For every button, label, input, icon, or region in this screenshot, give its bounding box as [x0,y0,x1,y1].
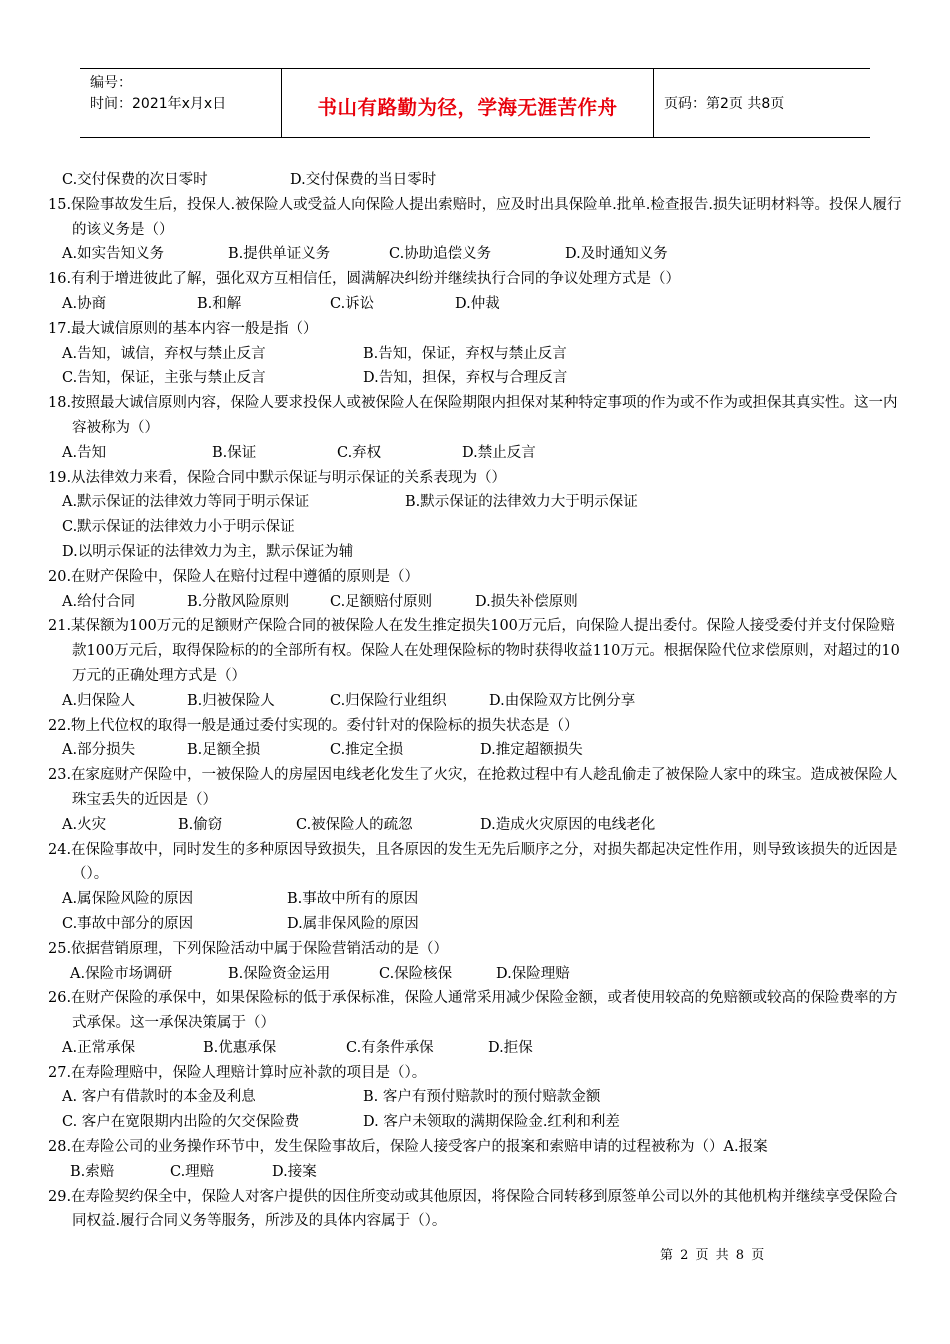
option-d: D.接案 [272,1163,317,1180]
option-a: A.正常承保 [62,1039,136,1056]
option-a: A.如实告知义务 [62,246,165,263]
option-c: C.保险核保 [379,965,453,982]
option-b: B.分散风险原则 [187,593,290,610]
motto-cell [282,69,654,137]
option-c: C.推定全损 [330,742,404,759]
question-15: 15.保险事故发生后，投保人.被保险人或受益人向保险人提出索赔时，应及时出具保险单.批单.检查报告.损失证明材料等。投保人履行的该义务是（） [48,196,902,238]
option-c: C.被保险人的疏忽 [296,816,413,833]
question-16: 16.有利于增进彼此了解，强化双方互相信任，圆满解决纠纷并继续执行合同的争议处理方式是（） [48,271,681,288]
options-row [48,887,904,912]
options-row [48,441,904,466]
options-row [48,590,904,615]
question-19: 19.从法律效力来看，保险合同中默示保证与明示保证的关系表现为（） [48,469,507,486]
option-b: B.保证 [212,444,257,461]
option-b: B.事故中所有的原因 [287,891,419,908]
option-c: C.理赔 [170,1163,215,1180]
option-d: D.损失补偿原则 [475,593,578,610]
option-b: B.足额全损 [187,742,261,759]
page-label: 页码：第2页 共8页 [664,96,785,112]
question-21: 21.某保额为100万元的足额财产保险合同的被保险人在发生推定损失100万元后，向保险人提出委付。保险人接受委付并支付保险赔款100万元后，取得保险标的的全部所有权。保险人在处理保险标的物时获得收益110万元。根据保险代位求偿原则，对超过的10万元的正确处理方式是（） [48,618,900,684]
option-a: A.火灾 [62,816,107,833]
option-b: B.偷窃 [178,816,223,833]
option-c: C. 客户在宽限期内出险的欠交保险费 [62,1114,300,1131]
question-20: 20.在财产保险中，保险人在赔付过程中遵循的原则是（） [48,568,420,585]
option-c: C.交付保费的次日零时 [62,172,208,188]
page-number-cell [654,69,870,137]
page-footer [660,1244,766,1263]
option-c: C.协助追偿义务 [389,246,492,263]
option-d: D.属非保风险的原因 [287,915,419,932]
option-d: D.造成火灾原因的电线老化 [480,816,656,833]
option-d: D.由保险双方比例分享 [489,692,636,709]
option-b: B.优惠承保 [203,1039,277,1056]
option-a: A.协商 [62,295,107,312]
question-29: 29.在寿险契约保全中，保险人对客户提供的因住所变动或其他原因，将保险合同转移到原签单公司以外的其他机构并继续享受保险合同权益.履行合同义务等服务，所涉及的具体内容属于（）。 [48,1188,898,1230]
option-d: D.保险理赔 [496,965,570,982]
footer-page-number: 第 2 页 共 8 页 [660,1248,766,1263]
option-d: D.以明示保证的法律效力为主，默示保证为辅 [62,543,354,560]
question-25: 25.依据营销原理，下列保险活动中属于保险营销活动的是（） [48,940,449,957]
option-a: A.告知，诚信，弃权与禁止反言 [62,345,266,362]
option-d: D.推定超额损失 [480,742,583,759]
question-28: 28.在寿险公司的业务操作环节中，发生保险事故后，保险人接受客户的报案和索赔申请的过程被称为（）A.报案 [48,1139,768,1156]
options-row [48,962,904,987]
options-row [48,1160,904,1185]
option-b: B.默示保证的法律效力大于明示保证 [405,494,638,511]
option-c: C.弃权 [337,444,382,461]
option-c: C.诉讼 [330,295,375,312]
options-row [48,689,904,714]
page-header [80,68,870,138]
option-c: C.足额赔付原则 [330,593,433,610]
option-b: B.保险资金运用 [228,965,331,982]
option-d: D. 客户未领取的满期保险金.红利和利差 [363,1114,620,1131]
option-c: C.事故中部分的原因 [62,915,194,932]
options-row [48,168,904,193]
options-row [48,515,904,540]
option-a: A.属保险风险的原因 [62,891,194,908]
options-row [48,292,904,317]
option-a: A.部分损失 [62,742,136,759]
option-b: B.提供单证义务 [228,246,331,263]
option-b: B.归被保险人 [187,692,275,709]
options-row [48,1036,904,1061]
option-d: D.告知，担保，弃权与合理反言 [363,370,568,387]
question-18: 18.按照最大诚信原则内容，保险人要求投保人或被保险人在保险期限内担保对某种特定事项的作为或不作为或担保其真实性。这一内容被称为（） [48,395,898,436]
question-23: 23.在家庭财产保险中，一被保险人的房屋因电线老化发生了火灾，在抢救过程中有人趁乱偷走了被保险人家中的珠宝。造成被保险人珠宝丢失的近因是（） [48,767,898,808]
option-b: B. 客户有预付赔款时的预付赔款金额 [363,1089,601,1106]
options-row [48,738,904,763]
question-22: 22.物上代位权的取得一般是通过委付实现的。委付针对的保险标的损失状态是（） [48,717,579,734]
option-b: B.告知，保证，弃权与禁止反言 [363,345,567,362]
option-d: D.禁止反言 [462,444,536,461]
option-a: A. 客户有借款时的本金及利息 [62,1089,256,1106]
option-c: C.默示保证的法律效力小于明示保证 [62,519,295,536]
option-c: C.有条件承保 [346,1039,434,1056]
question-26: 26.在财产保险的承保中，如果保险标的低于承保标准，保险人通常采用减少保险金额，或者使用较高的免赔额或较高的保险费率的方式承保。这一承保决策属于（） [48,990,898,1032]
options-row [48,540,904,565]
option-a: A.归保险人 [62,692,136,709]
motto-text: 书山有路勤为径，学海无涯苦作舟 [317,96,618,119]
option-d: D.及时通知义务 [565,246,668,263]
options-row [48,342,904,367]
number-label: 编号： [90,75,132,91]
option-a: A.给付合同 [62,593,136,610]
option-b: B.索赔 [70,1163,115,1180]
option-b: B.和解 [197,295,242,312]
options-row [48,813,904,838]
option-a: A.告知 [62,444,107,461]
options-row [48,366,904,391]
option-a: A.默示保证的法律效力等同于明示保证 [62,494,310,511]
time-label: 时间：2021年x月x日 [90,96,227,112]
option-d: D.拒保 [488,1039,533,1056]
option-c: C.告知，保证，主张与禁止反言 [62,370,266,387]
option-d: D.交付保费的当日零时 [290,172,437,188]
option-a: A.保险市场调研 [70,965,173,982]
options-row [48,490,904,515]
question-list [48,168,904,1234]
option-d: D.仲裁 [455,295,500,312]
options-row [48,1110,904,1135]
options-row [48,912,904,937]
option-c: C.归保险行业组织 [330,692,447,709]
options-row [48,242,904,267]
question-24: 24.在保险事故中，同时发生的多种原因导致损失，且各原因的发生无先后顺序之分，对损失都起决定性作用，则导致该损失的近因是（）。 [48,841,898,883]
options-row [48,1085,904,1110]
question-27: 27.在寿险理赔中，保险人理赔计算时应补款的项目是（）。 [48,1064,427,1081]
question-17: 17.最大诚信原则的基本内容一般是指（） [48,320,318,337]
header-info-cell [80,69,282,137]
